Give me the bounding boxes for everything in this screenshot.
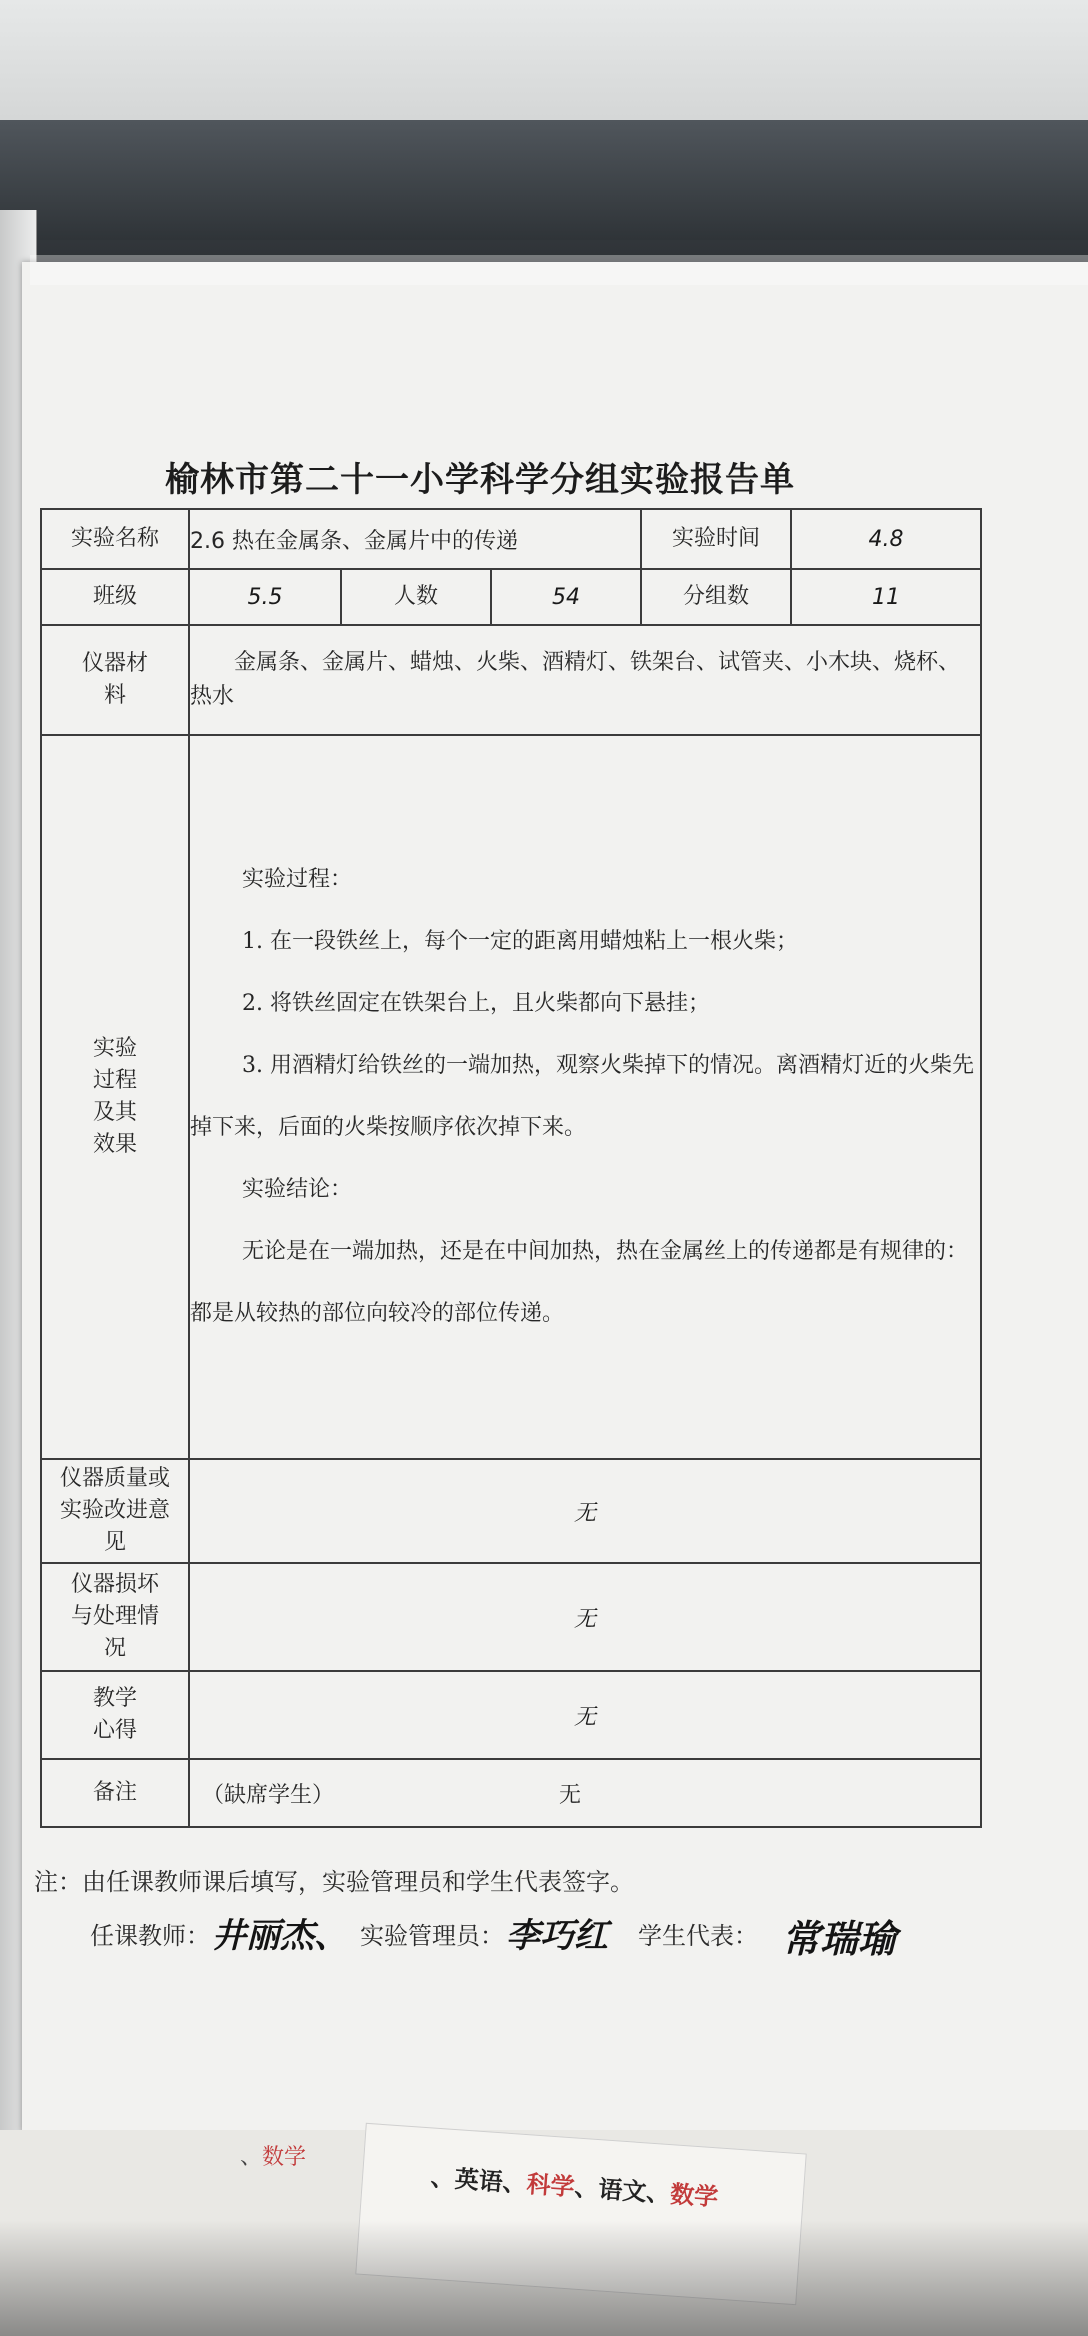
label-experiment-time: 实验时间 [641, 509, 791, 569]
signature-line [90, 1906, 1050, 1966]
process-step-3: 3. 用酒精灯给铁丝的一端加热，观察火柴掉下的情况。离酒精灯近的火柴先掉下来，后面的火柴按顺序依次掉下来。 [190, 1053, 974, 1140]
process-step-1: 1. 在一段铁丝上，每个一定的距离用蜡烛粘上一根火柴； [242, 929, 798, 954]
label-class: 班级 [41, 569, 189, 625]
report-table [40, 508, 982, 1828]
value-groups: 11 [791, 569, 981, 625]
label-process: 实验过程及其效果 [41, 735, 189, 1459]
admin-label: 实验管理员： [360, 1922, 504, 1950]
value-people: 54 [491, 569, 641, 625]
bottom-shadow [0, 2220, 1088, 2336]
admin-signature: 李巧红 [506, 1916, 608, 1956]
label-people: 人数 [341, 569, 491, 625]
row-name [41, 509, 981, 569]
label-groups: 分组数 [641, 569, 791, 625]
teacher-signature: 井丽杰、 [212, 1916, 348, 1956]
label-materials: 仪器材料 [41, 625, 189, 735]
label-damage: 仪器损坏与处理情况 [41, 1563, 189, 1671]
student-label: 学生代表： [638, 1922, 758, 1950]
conclusion-text: 无论是在一端加热，还是在中间加热，热在金属丝上的传递都是有规律的：都是从较热的部位向较冷的部位传递。 [190, 1239, 969, 1326]
fragment-a: 、 [240, 2145, 263, 2170]
paper-highlight [30, 255, 1088, 285]
absent-students-label: （缺席学生） [202, 1782, 335, 1808]
value-class: 5.5 [189, 569, 341, 625]
label-experiment-name: 实验名称 [41, 509, 189, 569]
value-teaching: 无 [189, 1671, 981, 1759]
row-damage [41, 1563, 981, 1671]
row-teaching [41, 1671, 981, 1759]
label-remarks: 备注 [41, 1759, 189, 1827]
row-quality [41, 1459, 981, 1563]
process-content [189, 735, 981, 1459]
top-sheet [0, 0, 1088, 127]
value-experiment-time: 4.8 [791, 509, 981, 569]
row-remarks [41, 1759, 981, 1827]
row-process [41, 735, 981, 1459]
page-title: 榆林市第二十一小学科学分组实验报告单 [165, 460, 795, 500]
conclusion-heading: 实验结论： [242, 1177, 353, 1202]
footer-note: 注：由任课教师课后填写，实验管理员和学生代表签字。 [34, 1868, 634, 1896]
underlying-fragment [240, 2140, 360, 2176]
process-step-2: 2. 将铁丝固定在铁架台上，且火柴都向下悬挂； [242, 991, 710, 1016]
subjects-d: 数学 [669, 2180, 720, 2212]
binder-edge [0, 120, 1088, 240]
value-materials: 金属条、金属片、蜡烛、火柴、酒精灯、铁架台、试管夹、小木块、烧杯、热水 [189, 625, 981, 735]
row-class [41, 569, 981, 625]
value-quality: 无 [189, 1459, 981, 1563]
remarks-content [189, 1759, 981, 1827]
student-signature: 常瑞瑜 [782, 1917, 897, 1961]
subjects-c: 、语文、 [573, 2173, 672, 2209]
subjects-b: 科学 [525, 2170, 576, 2202]
fragment-b: 数学 [262, 2145, 307, 2170]
process-heading: 实验过程： [242, 867, 353, 892]
subjects-a: 、英语、 [429, 2163, 528, 2199]
value-experiment-name: 2.6 热在金属条、金属片中的传递 [189, 509, 641, 569]
label-teaching: 教学心得 [41, 1671, 189, 1759]
label-quality: 仪器质量或实验改进意见 [41, 1459, 189, 1563]
teacher-label: 任课教师： [90, 1922, 210, 1950]
row-materials [41, 625, 981, 735]
value-damage: 无 [189, 1563, 981, 1671]
absent-students-value: 无 [559, 1782, 582, 1808]
